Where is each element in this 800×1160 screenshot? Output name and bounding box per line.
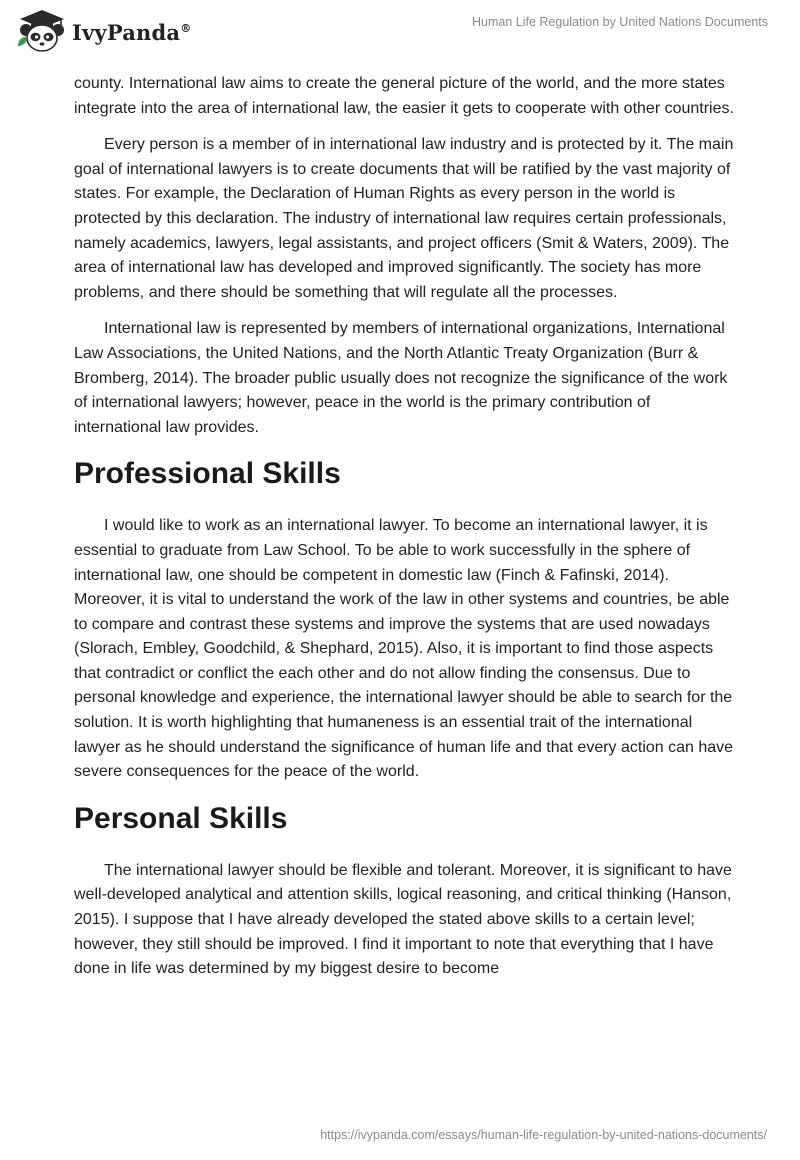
- document-title: Human Life Regulation by United Nations Documents: [472, 15, 768, 29]
- paragraph: International law is represented by members of international organizations, International Law Associations, the United Nations, and the North Atlantic Treaty Organization (Burr & Bromberg, 2014). The broader public usually does not recognize the significance of the work of international lawyers; however, peace in the world is the primary contribution of international law provides.: [74, 320, 728, 436]
- paragraph: county. International law aims to create the general picture of the world, and the more states integrate into the area of international law, the easier it gets to cooperate with other countries.: [74, 75, 734, 117]
- section-heading-professional-skills: Professional Skills: [74, 457, 341, 491]
- paragraph: The international lawyer should be flexible and tolerant. Moreover, it is significant to have well-developed analytical and attention skills, logical reasoning, and critical thinking (Hanson, 2015). I suppose that I have already developed the stated above skills to a certain level; however, they still should be improved. I find it important to note that everything that I have done in life was determined by my biggest desire to become: [74, 861, 732, 978]
- brand-name: IvyPanda®: [72, 19, 192, 45]
- paragraph: I would like to work as an international lawyer. To become an international lawyer, it is essential to graduate from Law School. To be able to work successfully in the sphere of international law, one should be competent in domestic law (Finch & Fafinski, 2014). Moreover, it is vital to understand the work of the law in other systems and countries, be able to compare and contrast these systems and improve the systems that are used nowadays (Slorach, Embley, Goodchild, & Shephard, 2015). Also, it is important to find those aspects that contradict or conflict the each other and do not allow finding the consensus. Due to personal knowledge and experience, the international lawyer should be able to search for the solution. It is worth highlighting that humaneness is an essential trait of the international lawyer as he should understand the significance of human life and that every action can have severe consequences for the peace of the world.: [74, 517, 734, 781]
- paragraph: Every person is a member of in international law industry and is protected by it. The main goal of international lawyers is to create documents that will be ratified by the vast majority of states. For example, the Declaration of Human Rights as every person in the world is protected by this declaration. The industry of international law requires certain professionals, namely academics, lawyers, legal assistants, and project officers (Smit & Waters, 2009). The area of international law has developed and improved significantly. The society has more problems, and there should be something that will regulate all the processes.: [74, 136, 734, 301]
- essay-body: [74, 72, 734, 994]
- source-url[interactable]: https://ivypanda.com/essays/human-life-regulation-by-united-nations-documents/: [320, 1128, 767, 1142]
- brand-logo[interactable]: [14, 8, 234, 54]
- panda-logo-icon: [14, 8, 70, 54]
- page-header: [0, 0, 800, 68]
- section-heading-personal-skills: Personal Skills: [74, 801, 288, 835]
